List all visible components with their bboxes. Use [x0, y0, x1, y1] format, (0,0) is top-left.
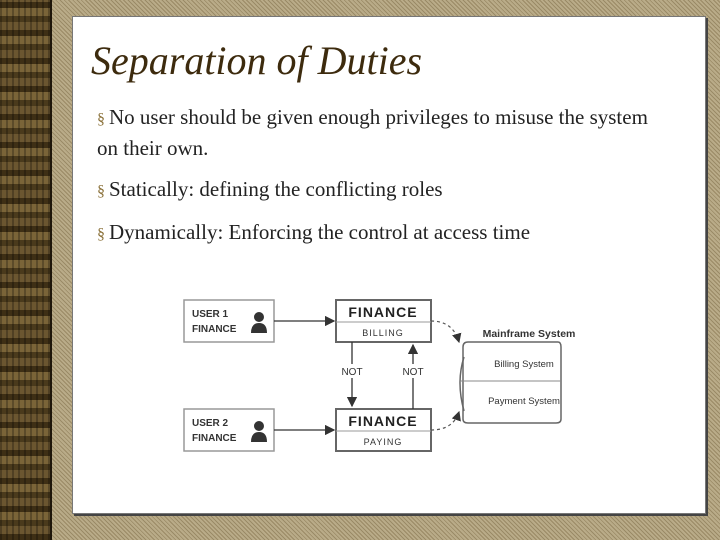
user1-box: [184, 300, 274, 342]
bullet-marker: §: [97, 111, 105, 128]
user2-label: USER 2: [192, 418, 229, 429]
role-billing-box: [336, 300, 431, 342]
not-label-right: NOT: [402, 367, 424, 378]
role2-sub: PAYING: [363, 437, 403, 447]
wood-sidebar: [0, 0, 52, 540]
connector-billing: [431, 321, 459, 342]
payment-system-label: Payment System: [488, 396, 560, 407]
bullet-marker: §: [97, 183, 105, 200]
separation-diagram: [73, 17, 705, 513]
mainframe-title: Mainframe System: [482, 328, 576, 340]
bullet-text: Statically: defining the conflicting roles: [109, 177, 443, 201]
bullet-text: No user should be given enough privileges to misuse the system on their own.: [97, 105, 648, 160]
user2-box: [184, 409, 274, 451]
mainframe-cylinder: [460, 342, 561, 423]
slide: [72, 16, 706, 514]
bullet-marker: §: [97, 226, 105, 243]
user1-role: FINANCE: [192, 324, 237, 335]
user2-role: FINANCE: [192, 433, 237, 444]
role2-title: FINANCE: [348, 413, 418, 429]
slide-title: Separation of Duties: [91, 38, 423, 83]
role-paying-box: [336, 409, 431, 451]
connector-paying: [431, 412, 459, 430]
user1-label: USER 1: [192, 309, 229, 320]
role1-title: FINANCE: [348, 304, 418, 320]
bullet-text: Dynamically: Enforcing the control at access time: [109, 220, 531, 244]
not-label-left: NOT: [341, 367, 363, 378]
billing-system-label: Billing System: [494, 359, 554, 370]
role1-sub: BILLING: [362, 328, 404, 338]
